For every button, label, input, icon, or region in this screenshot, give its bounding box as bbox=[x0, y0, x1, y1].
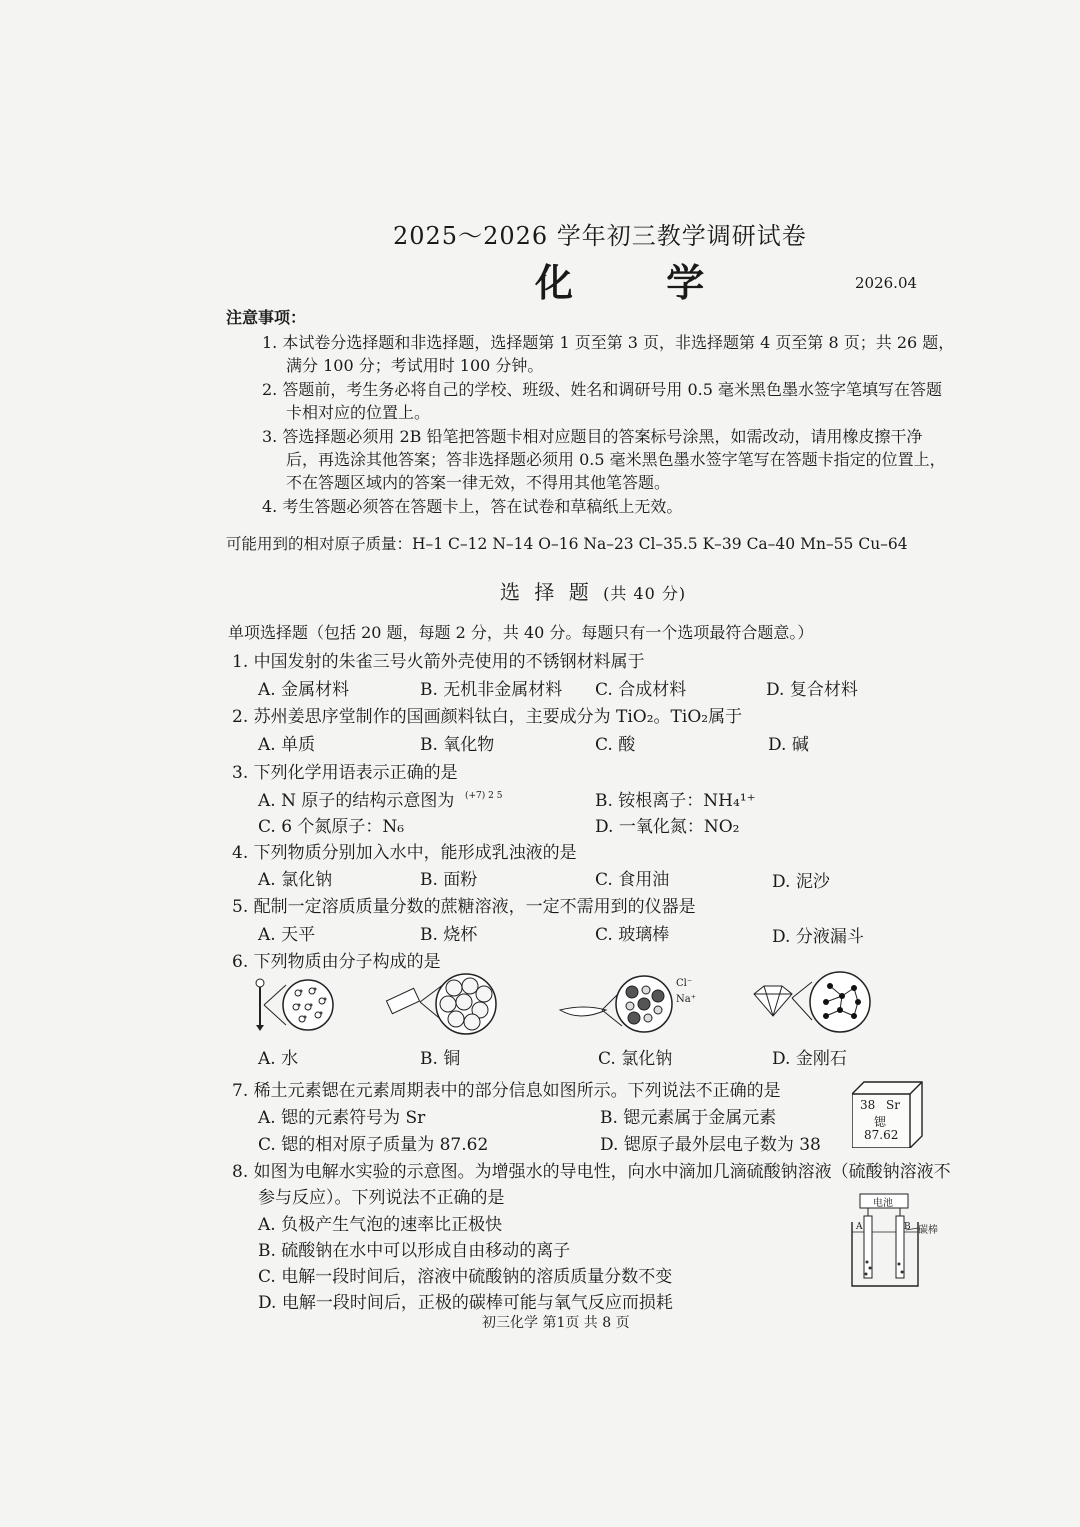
q8-electrode-b-label: B bbox=[904, 1222, 911, 1232]
atomic-masses: 可能用到的相对原子质量：H–1 C–12 N–14 O–16 Na–23 Cl–35.5 K–39 Ca–40 Mn–55 Cu–64 bbox=[226, 535, 908, 553]
subject-title: 化 学 bbox=[535, 260, 745, 305]
page-footer: 初三化学 第1页 共 8 页 bbox=[482, 1315, 630, 1331]
q4-option-d: D. 泥沙 bbox=[772, 872, 830, 892]
q7-element-card bbox=[852, 1080, 924, 1148]
q6-option-c: C. 氯化钠 bbox=[598, 1049, 673, 1069]
q7-option-d: D. 锶原子最外层电子数为 38 bbox=[600, 1135, 821, 1155]
q5-option-d: D. 分液漏斗 bbox=[772, 927, 864, 947]
q3-option-d: D. 一氧化氮：NO₂ bbox=[595, 817, 740, 837]
q4-option-a: A. 氯化钠 bbox=[258, 870, 333, 890]
q6-option-b: B. 铜 bbox=[420, 1049, 461, 1069]
q5-option-b: B. 烧杯 bbox=[420, 925, 478, 945]
section-title bbox=[500, 576, 686, 605]
q1-option-b: B. 无机非金属材料 bbox=[420, 680, 563, 700]
q3-option-b: B. 铵根离子：NH₄¹⁺ bbox=[595, 791, 756, 811]
q3-option-c: C. 6 个氮原子：N₆ bbox=[258, 817, 405, 837]
q8-option-c: C. 电解一段时间后，溶液中硫酸钠的溶质质量分数不变 bbox=[258, 1267, 673, 1287]
q6-sodium-chloride-figure bbox=[556, 970, 676, 1036]
q7-stem: 7. 稀土元素锶在元素周期表中的部分信息如图所示。下列说法不正确的是 bbox=[232, 1081, 781, 1101]
q1-option-d: D. 复合材料 bbox=[766, 680, 858, 700]
notice-item-1-line-1: 1. 本试卷分选择题和非选择题，选择题第 1 页至第 3 页，非选择题第 4 页至第 8 页；共 26 题， bbox=[262, 333, 955, 352]
q6-stem: 6. 下列物质由分子构成的是 bbox=[232, 952, 441, 972]
q8-stem-line-2: 参与反应）。下列说法不正确的是 bbox=[258, 1188, 505, 1208]
exam-date: 2026.04 bbox=[855, 274, 918, 292]
q5-stem: 5. 配制一定溶质质量分数的蔗糖溶液，一定不需用到的仪器是 bbox=[232, 897, 696, 917]
q7-element-symbol: Sr bbox=[886, 1098, 900, 1112]
q6-diamond-figure bbox=[750, 968, 872, 1036]
q3-atom-structure-diagram: (+7) 2 5 bbox=[465, 791, 503, 801]
q7-element-name: 锶 bbox=[874, 1115, 887, 1129]
section-title-text: 选 择 题 bbox=[500, 580, 593, 604]
section-score: (共 40 分) bbox=[603, 584, 687, 603]
q7-option-c: C. 锶的相对原子质量为 87.62 bbox=[258, 1135, 489, 1155]
q3-option-a: A. N 原子的结构示意图为 bbox=[258, 791, 455, 811]
q2-option-c: C. 酸 bbox=[595, 735, 636, 755]
q6-chloride-ion-label: Cl⁻ bbox=[676, 978, 693, 989]
q1-option-c: C. 合成材料 bbox=[595, 680, 687, 700]
notice-item-4-line-1: 4. 考生答题必须答在答题卡上，答在试卷和草稿纸上无效。 bbox=[262, 497, 683, 516]
notice-item-2-line-2: 卡相对应的位置上。 bbox=[286, 403, 431, 422]
q6-water-molecule-figure bbox=[252, 975, 338, 1033]
q8-option-d: D. 电解一段时间后，正极的碳棒可能与氧气反应而损耗 bbox=[258, 1293, 673, 1313]
q6-sodium-ion-label: Na⁺ bbox=[676, 994, 696, 1005]
q8-electrolysis-figure bbox=[846, 1192, 956, 1292]
q3-stem: 3. 下列化学用语表示正确的是 bbox=[232, 763, 458, 783]
q6-option-a: A. 水 bbox=[258, 1049, 299, 1069]
notice-item-3-line-3: 不在答题区域内的答案一律无效，不得用其他笔答题。 bbox=[286, 473, 671, 492]
q2-stem: 2. 苏州姜思序堂制作的国画颜料钛白，主要成分为 TiO₂。TiO₂属于 bbox=[232, 707, 743, 727]
q5-option-a: A. 天平 bbox=[258, 925, 316, 945]
notice-item-3-line-1: 3. 答选择题必须用 2B 铅笔把答题卡相对应题目的答案标号涂黑，如需改动，请用橡皮擦干净 bbox=[262, 427, 923, 446]
q8-option-b: B. 硫酸钠在水中可以形成自由移动的离子 bbox=[258, 1241, 571, 1261]
exam-title: 2025～2026 学年初三教学调研试卷 bbox=[393, 222, 807, 250]
q6-option-d: D. 金刚石 bbox=[772, 1049, 847, 1069]
q8-electrode-a-label: A bbox=[856, 1222, 863, 1232]
q2-option-d: D. 碱 bbox=[768, 735, 809, 755]
q7-option-a: A. 锶的元素符号为 Sr bbox=[258, 1108, 426, 1128]
section-instruction: 单项选择题（包括 20 题，每题 2 分，共 40 分。每题只有一个选项最符合题意。） bbox=[228, 623, 814, 642]
q7-option-b: B. 锶元素属于金属元素 bbox=[600, 1108, 777, 1128]
q6-copper-atoms-figure bbox=[384, 972, 504, 1036]
notice-heading: 注意事项： bbox=[226, 308, 307, 327]
notice-item-2-line-1: 2. 答题前，考生务必将自己的学校、班级、姓名和调研号用 0.5 毫米黑色墨水签字笔填写在答题 bbox=[262, 380, 942, 399]
q8-battery-label: 电池 bbox=[873, 1198, 893, 1209]
q2-option-a: A. 单质 bbox=[258, 735, 316, 755]
q7-element-number: 38 bbox=[860, 1098, 876, 1112]
q1-option-a: A. 金属材料 bbox=[258, 680, 350, 700]
q8-carbon-rod-label: 碳棒 bbox=[918, 1225, 938, 1236]
q5-option-c: C. 玻璃棒 bbox=[595, 925, 670, 945]
q7-element-mass: 87.62 bbox=[864, 1128, 899, 1142]
q2-option-b: B. 氧化物 bbox=[420, 735, 495, 755]
q1-stem: 1. 中国发射的朱雀三号火箭外壳使用的不锈钢材料属于 bbox=[232, 652, 645, 672]
q4-option-b: B. 面粉 bbox=[420, 870, 478, 890]
q4-option-c: C. 食用油 bbox=[595, 870, 670, 890]
notice-item-1-line-2: 满分 100 分；考试用时 100 分钟。 bbox=[286, 356, 544, 375]
q8-option-a: A. 负极产生气泡的速率比正极快 bbox=[258, 1215, 503, 1235]
notice-item-3-line-2: 后，再选涂其他答案；答非选择题必须用 0.5 毫米黑色墨水签字笔写在答题卡指定的位置上， bbox=[286, 450, 946, 469]
q4-stem: 4. 下列物质分别加入水中，能形成乳浊液的是 bbox=[232, 843, 577, 863]
q8-stem-line-1: 8. 如图为电解水实验的示意图。为增强水的导电性，向水中滴加几滴硫酸钠溶液（硫酸钠溶液不 bbox=[232, 1162, 951, 1182]
